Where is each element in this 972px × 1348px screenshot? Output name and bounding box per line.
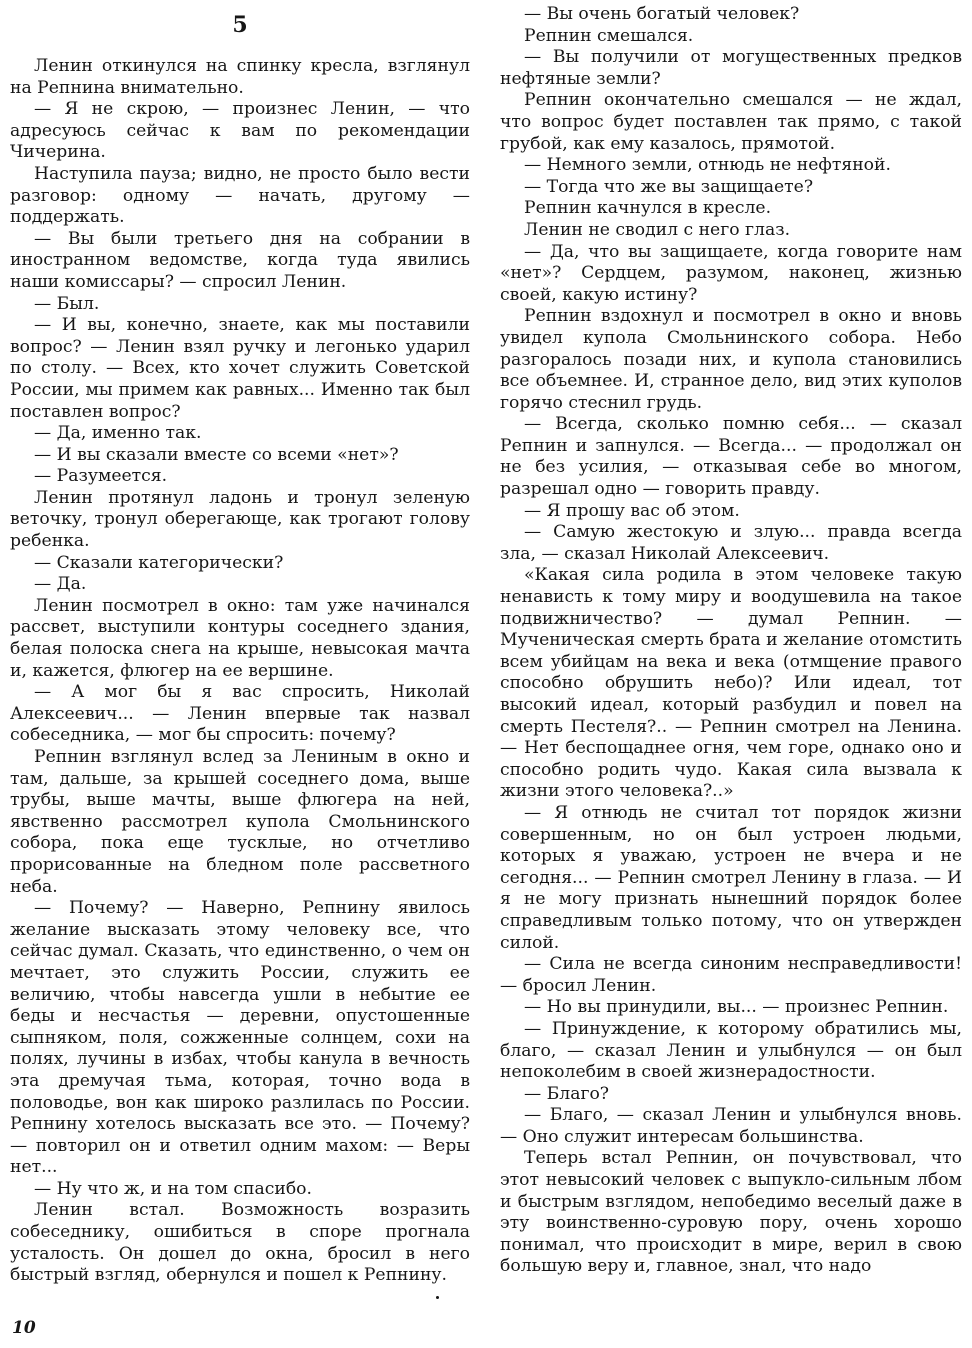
paragraph: — Да, именно так. bbox=[34, 423, 202, 444]
paragraph: — Вы были третьего дня на собрании в иностранном ведомстве, когда туда явились наши комиссары? — спросил Ленин. bbox=[10, 228, 470, 292]
chapter-number: 5 bbox=[232, 12, 248, 38]
print-speck bbox=[436, 1296, 439, 1299]
paragraph: — Сказали категорически? bbox=[34, 552, 284, 573]
paragraph: — Ну что ж, и на том спасибо. bbox=[34, 1178, 312, 1199]
paragraph: — Всегда, сколько помню себя... — сказал Репнин и запнулся. — Всегда... — продолжал он не без усилия, — отказывая себе во многом, разрешал одно — говорить правду. bbox=[500, 414, 962, 500]
paragraph: — Вы получили от могущественных предков нефтяные земли? bbox=[500, 47, 962, 89]
paragraph: — Разумеется. bbox=[34, 466, 168, 487]
paragraph: — Я не скрою, — произнес Ленин, — что адресуюсь сейчас к вам по рекомендации Чичерина. bbox=[10, 99, 470, 163]
paragraph: — Я отнюдь не считал тот порядок жизни совершенным, но он был устроен людьми, которых я уважаю, устроен не вчера и не сегодня... — Репнин смотрел Ленину в глаза. — И я не могу признать нынешний порядок более справедливым только потому, что он утвержден силой. bbox=[500, 802, 962, 953]
paragraph: Ленин протянул ладонь и тронул зеленую веточку, тронул оберегающе, как трогают голову ребенка. bbox=[10, 487, 470, 552]
paragraph: — Почему? — Наверно, Репнину явилось желание высказать этому человеку все, что сейчас думал. Сказать, что единственно, о чем он мечтает, это служить России, служить ее величию, чтобы навсегда ушли в небытие ее беды и несчастья — деревни, опустошенные сыпняком, поля, сожженные солнцем, сохи на полях, лучины в избах, чтобы канула в вечность эта дремучая тьма, которая, точно вода в половодье, вон как широко разлилась по России. Репнину хотелось высказать все это. — Почему? — повторил он и ответил одним махом: — Веры нет... bbox=[10, 898, 470, 1178]
paragraph: Репнин качнулся в кресле. bbox=[524, 198, 772, 219]
paragraph: Теперь встал Репнин, он почувствовал, что этот невысокий человек с выпукло-сильным лбом и быстрым взглядом, непобедимо веселый даже в эту воинственно-суровую пору, очень хорошо понимал, что происходит в мире, верил в свою большую веру и, главное, знал, что надо bbox=[500, 1148, 962, 1277]
paragraph: — Сила не всегда синоним несправедливости! — бросил Ленин. bbox=[500, 954, 962, 996]
paragraph: — Да. bbox=[34, 574, 87, 595]
paragraph: — Самую жестокую и злую... правда всегда зла, — сказал Николай Алексеевич. bbox=[500, 522, 962, 564]
paragraph: — Но вы принудили, вы... — произнес Репнин. bbox=[524, 997, 949, 1018]
paragraph: Репнин смешался. bbox=[524, 25, 694, 46]
paragraph: Ленин откинулся на спинку кресла, взглянул на Репнина внимательно. bbox=[10, 56, 470, 98]
paragraph: — И вы, конечно, знаете, как мы поставили вопрос? — Ленин взял ручку и легонько ударил по столу. — Всех, кто хочет служить Советской России, мы примем как равных... Именно так был поставлен вопрос? bbox=[10, 315, 470, 422]
paragraph: Ленин встал. Возможность возразить собеседнику, ошибиться в споре прогнала усталость. Он дошел до окна, бросил в него быстрый взгляд, обернулся и пошел к Репнину. bbox=[10, 1200, 470, 1286]
right-text-column bbox=[500, 4, 962, 1300]
paragraph: — А мог бы я вас спросить, Николай Алексеевич... — Ленин впервые так назвал собеседника, — мог бы спросить: почему? bbox=[10, 682, 470, 746]
paragraph: — Немного земли, отнюдь не нефтяной. bbox=[524, 155, 891, 176]
paragraph: Репнин взглянул вслед за Лениным в окно и там, дальше, за крышей соседнего дома, выше трубы, выше мачты, выше флюгера на ней, явственно рассмотрел купола Смольнинского собора, пока еще тусклые, но отчетливо прорисованные на бледном поле рассветного неба. bbox=[10, 747, 470, 897]
paragraph: — Благо, — сказал Ленин и улыбнулся вновь. — Оно служит интересам большинства. bbox=[500, 1105, 962, 1147]
paragraph: — Да, что вы защищаете, когда говорите нам «нет»? Сердцем, разумом, наконец, жизнью своей, какую истину? bbox=[500, 241, 962, 305]
paragraph: Ленин не сводил с него глаз. bbox=[524, 219, 791, 240]
paragraph: — Вы очень богатый человек? bbox=[524, 4, 800, 24]
paragraph: — Благо? bbox=[524, 1083, 610, 1104]
paragraph: Репнин вздохнул и посмотрел в окно и вновь увидел купола Смольнинского собора. Небо разгоралось позади них, и купола становились все объемнее. И, странное дело, вид этих куполов горячо стеснил грудь. bbox=[500, 306, 962, 413]
paragraph: — Принуждение, к которому обратились мы, благо, — сказал Ленин и улыбнулся — он был непоколебим в своей жизнерадостности. bbox=[500, 1018, 962, 1083]
paragraph: — Я прошу вас об этом. bbox=[524, 500, 740, 521]
paragraph: Репнин окончательно смешался — не ждал, что вопрос будет поставлен так прямо, с такой грубой, как ему казалось, прямотой. bbox=[500, 90, 962, 154]
paragraph: — И вы сказали вместе со всеми «нет»? bbox=[34, 444, 399, 465]
paragraph: Наступила пауза; видно, не просто было вести разговор: одному — начать, другому — поддержать. bbox=[10, 163, 470, 228]
paragraph: — Тогда что же вы защищаете? bbox=[524, 176, 814, 197]
page-number: 10 bbox=[12, 1318, 36, 1338]
left-text-column bbox=[10, 12, 470, 1308]
paragraph: «Какая сила родила в этом человеке такую ненависть к тому миру и воодушевила на такое подвижничество? — думал Репнин. — Мученическая смерть брата и желание отомстить всем убийцам на века и века (отмщение правого способно обрушить небо)? Или идеал, тот высокий идеал, который разбудил и повел на смерть Пестеля?.. — Репнин смотрел на Ленина. — Нет беспощаднее огня, чем горе, однако оно и способно родить чудо. Какая сила вызвала к жизни этого человека?..» bbox=[500, 565, 962, 802]
paragraph: Ленин посмотрел в окно: там уже начинался рассвет, выступили контуры соседнего здания, белая полоска снега на крыше, невысокая мачта и, кажется, флюгер на ее вершине. bbox=[10, 595, 470, 681]
paragraph: — Был. bbox=[34, 293, 100, 314]
